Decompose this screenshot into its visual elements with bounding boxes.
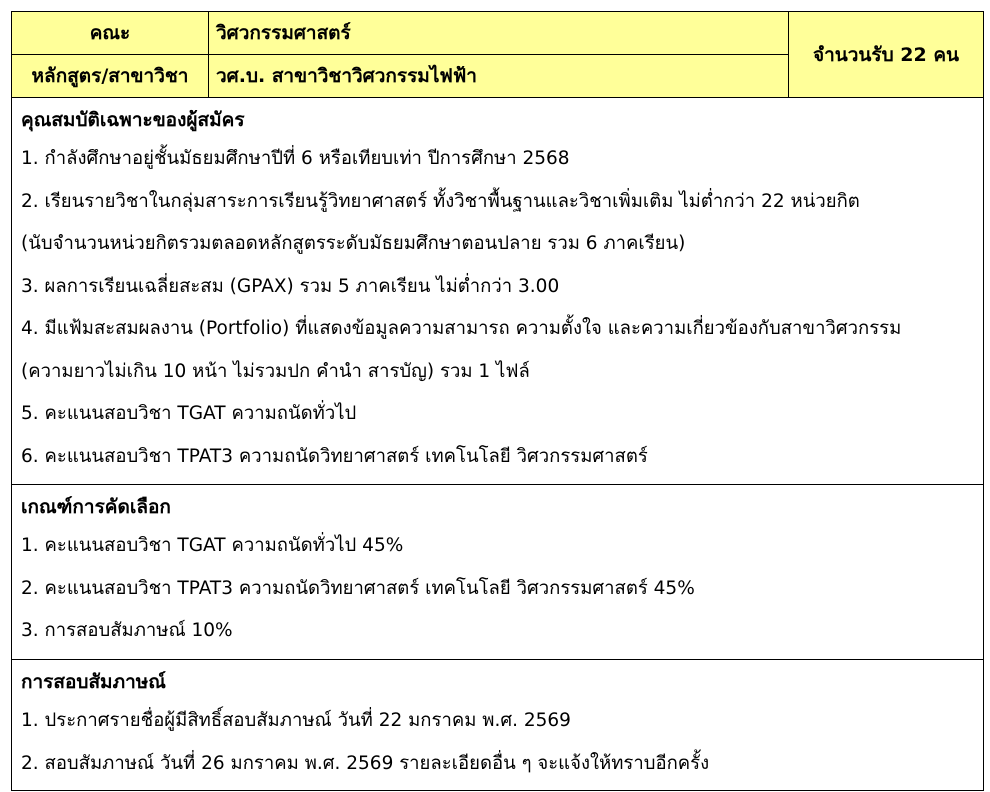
criteria-item: 2. คะแนนสอบวิชา TPAT3 ความถนัดวิทยาศาสตร์ เทคโนโลยี วิศวกรรมศาสตร์ 45% xyxy=(21,577,695,599)
program-value: วศ.บ. สาขาวิชาวิศวกรรมไฟฟ้า xyxy=(209,55,789,98)
admission-document xyxy=(11,11,983,791)
qualification-item: 3. ผลการเรียนเฉลี่ยสะสม (GPAX) รวม 5 ภาคเรียน ไม่ต่ำกว่า 3.00 xyxy=(21,275,560,297)
faculty-value: วิศวกรรมศาสตร์ xyxy=(209,12,789,55)
interview-item: 1. ประกาศรายชื่อผู้มีสิทธิ์สอบสัมภาษณ์ วันที่ 22 มกราคม พ.ศ. 2569 xyxy=(21,710,571,731)
seats-count: จำนวนรับ 22 คน xyxy=(789,12,984,98)
criteria-title: เกณฑ์การคัดเลือก xyxy=(21,496,171,518)
qualification-item: 2. เรียนรายวิชาในกลุ่มสาระการเรียนรู้วิทยาศาสตร์ ทั้งวิชาพื้นฐานและวิชาเพิ่มเติม ไม่ต่ำกว่า 22 หน่วยกิต xyxy=(21,190,860,212)
criteria-section xyxy=(12,485,984,660)
faculty-row xyxy=(12,12,984,55)
criteria-item: 1. คะแนนสอบวิชา TGAT ความถนัดทั่วไป 45% xyxy=(21,535,404,556)
qualification-item: 1. กำลังศึกษาอยู่ชั้นมัธยมศึกษาปีที่ 6 หรือเทียบเท่า ปีการศึกษา 2568 xyxy=(21,148,570,169)
criteria-item: 3. การสอบสัมภาษณ์ 10% xyxy=(21,620,233,641)
interview-title: การสอบสัมภาษณ์ xyxy=(21,671,166,693)
qualification-item: 6. คะแนนสอบวิชา TPAT3 ความถนัดวิทยาศาสตร์ เทคโนโลยี วิศวกรรมศาสตร์ xyxy=(21,445,648,467)
qualification-item: (นับจำนวนหน่วยกิตรวมตลอดหลักสูตรระดับมัธยมศึกษาตอนปลาย รวม 6 ภาคเรียน) xyxy=(21,233,686,254)
interview-section xyxy=(12,660,984,791)
qualification-item: 4. มีแฟ้มสะสมผลงาน (Portfolio) ที่แสดงข้อมูลความสามารถ ความตั้งใจ และความเกี่ยวข้องกับสาขาวิศวกรรม xyxy=(21,318,902,339)
qualification-item: 5. คะแนนสอบวิชา TGAT ความถนัดทั่วไป xyxy=(21,403,357,424)
qualification-item: (ความยาวไม่เกิน 10 หน้า ไม่รวมปก คำนำ สารบัญ) รวม 1 ไฟล์ xyxy=(21,360,530,382)
admission-table xyxy=(11,11,984,791)
faculty-label: คณะ xyxy=(12,12,209,55)
qualifications-section xyxy=(12,98,984,485)
interview-item: 2. สอบสัมภาษณ์ วันที่ 26 มกราคม พ.ศ. 2569 รายละเอียดอื่น ๆ จะแจ้งให้ทราบอีกครั้ง xyxy=(21,752,710,774)
qualifications-title: คุณสมบัติเฉพาะของผู้สมัคร xyxy=(21,109,245,131)
program-label: หลักสูตร/สาขาวิชา xyxy=(12,55,209,98)
